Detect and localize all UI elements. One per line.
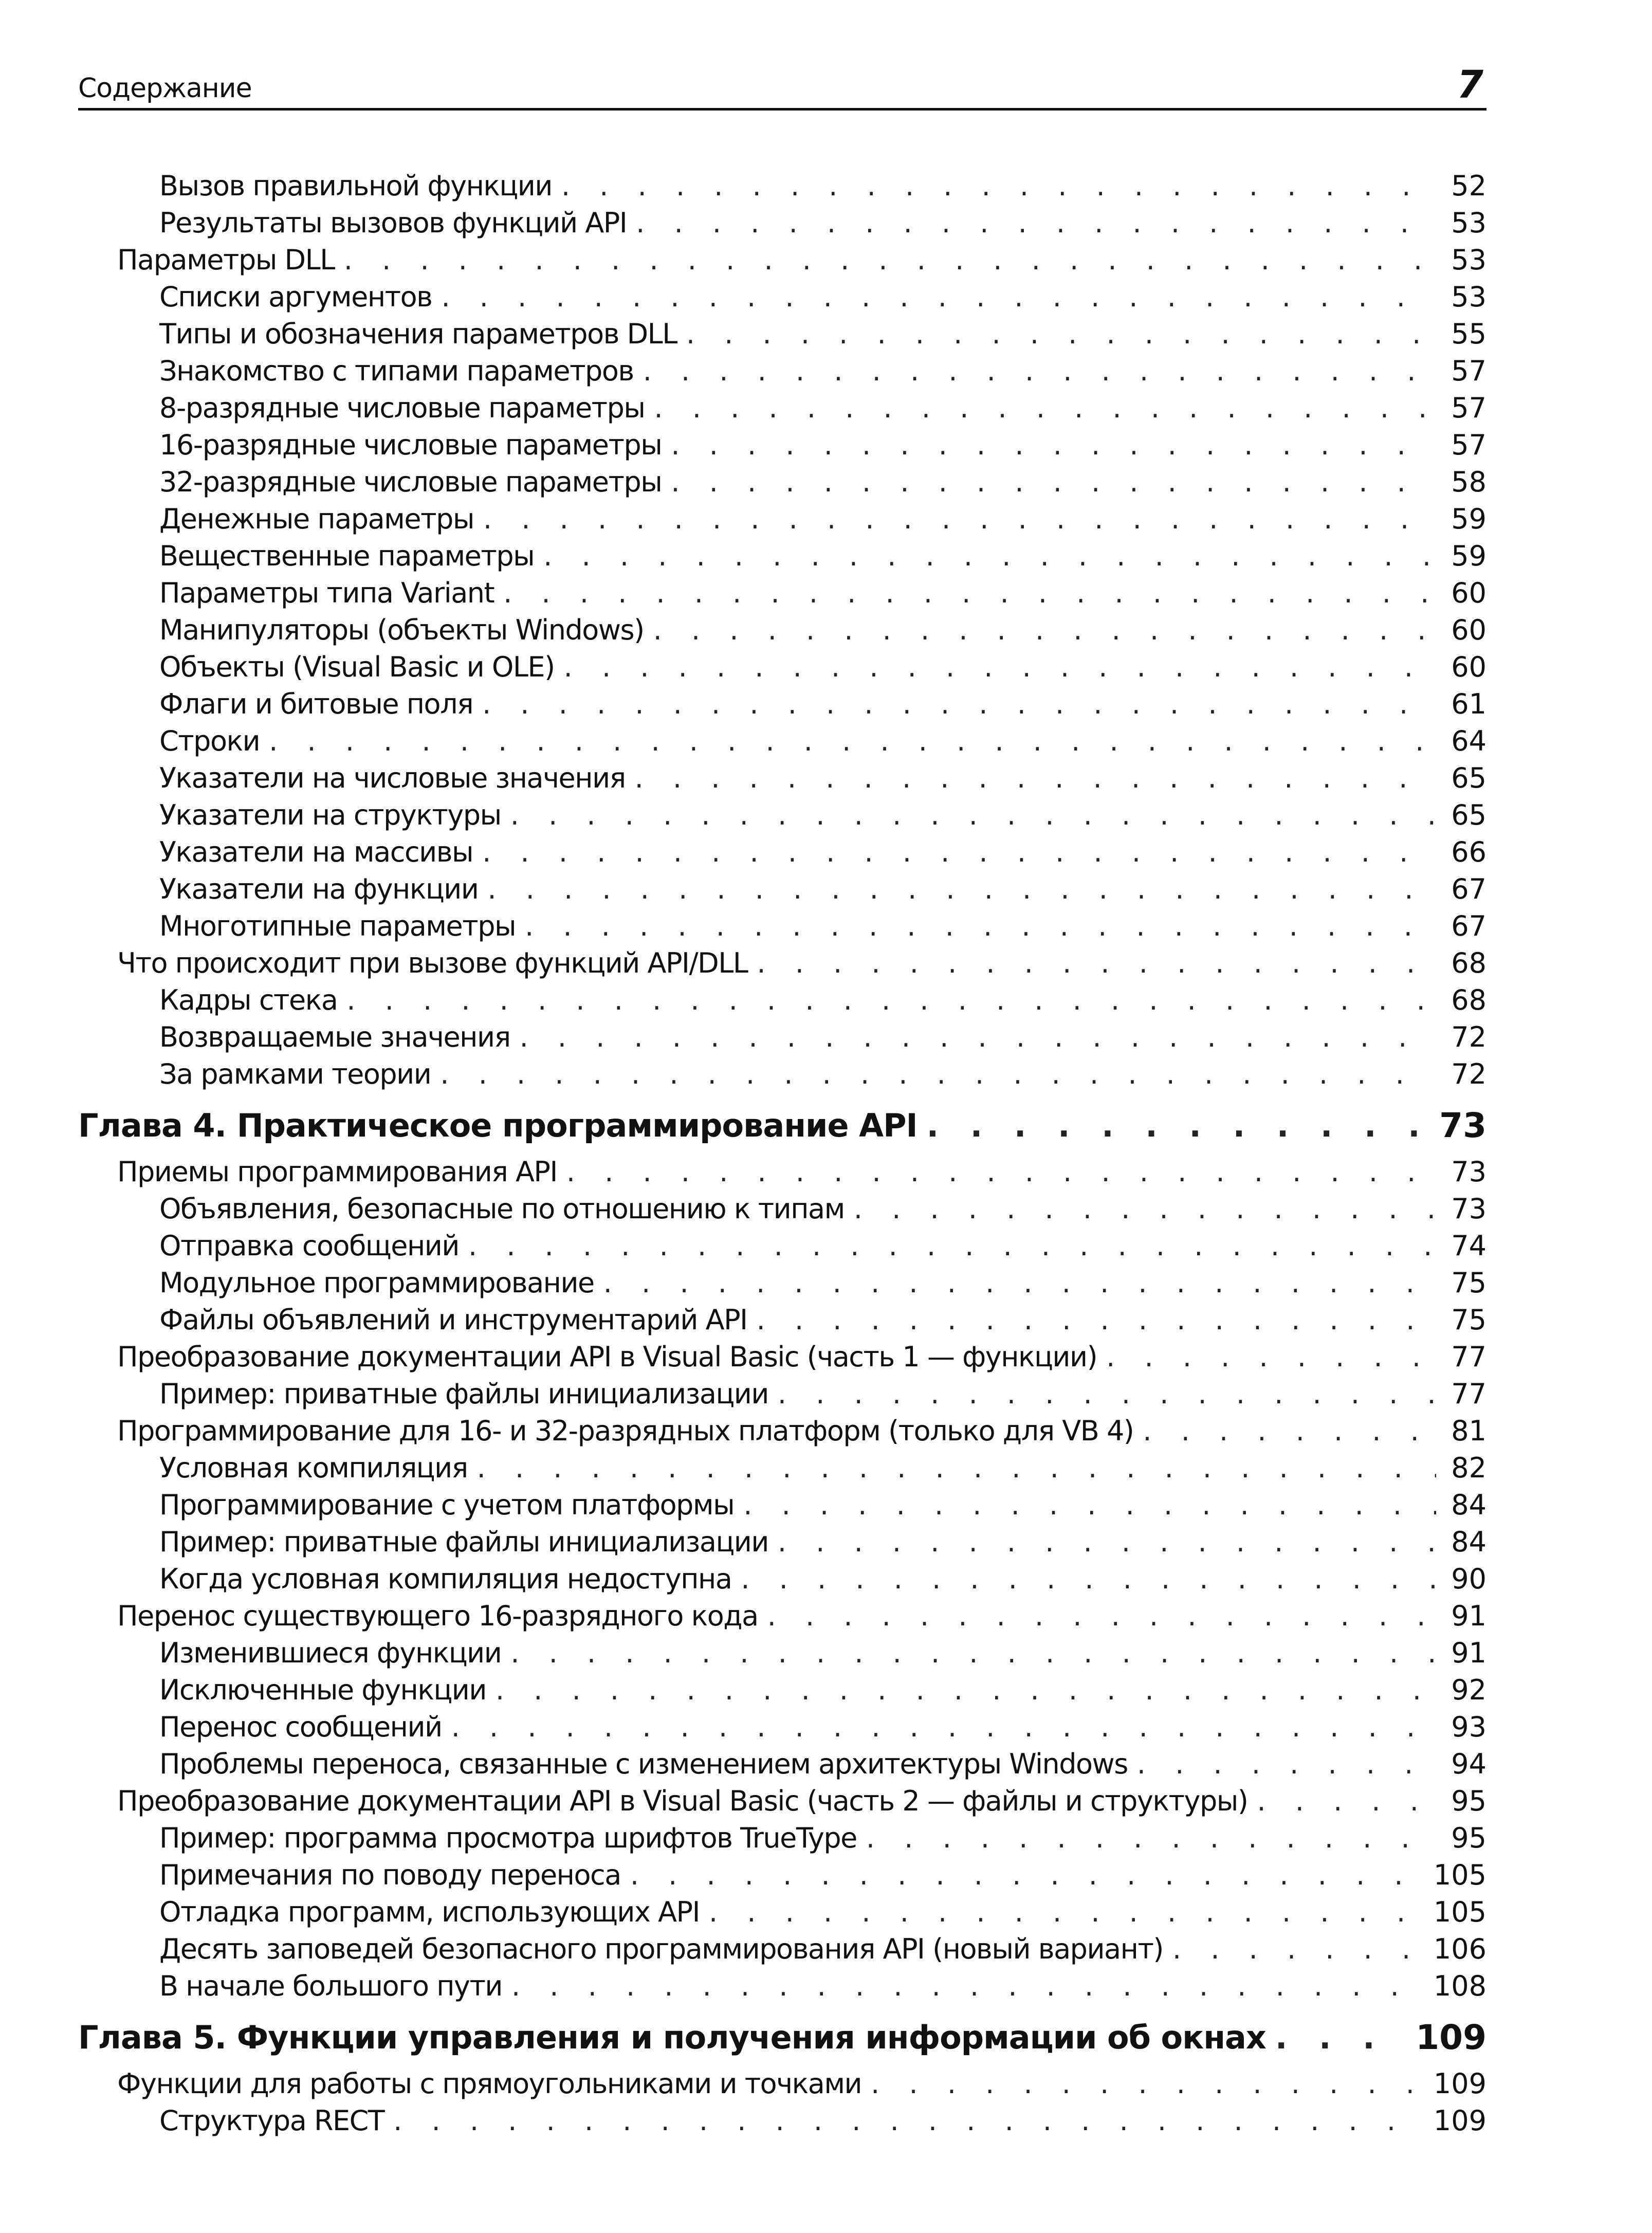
dot-leader: [468, 1230, 1436, 1262]
toc-entry-page: 60: [1451, 614, 1486, 646]
toc-entry-title: Программирование с учетом платформы: [159, 1489, 735, 1521]
toc-subsection-entry: [78, 318, 1486, 355]
dot-leader: [653, 614, 1436, 646]
toc-entry-title: Десять заповедей безопасного программирования API (новый вариант): [159, 1933, 1163, 1965]
toc-entry-page: 91: [1451, 1600, 1486, 1632]
toc-entry-title: Объекты (Visual Basic и OLE): [159, 651, 555, 683]
toc-entry-page: 91: [1451, 1637, 1486, 1669]
toc-entry-page: 74: [1451, 1230, 1486, 1262]
toc-entry-title: Отладка программ, использующих API: [159, 1896, 700, 1928]
toc-subsection-entry: [78, 725, 1486, 762]
toc-entry-page: 81: [1451, 1415, 1486, 1447]
toc-entry-title: Функции для работы с прямоугольниками и точками: [117, 2067, 862, 2100]
toc-subsection-entry: [78, 503, 1486, 540]
toc-entry-title: Денежные параметры: [159, 503, 474, 535]
toc-entry-page: 77: [1451, 1378, 1486, 1410]
toc-subsection-entry: [78, 1748, 1486, 1785]
dot-leader: [477, 1452, 1436, 1484]
toc-entry-page: 106: [1433, 1933, 1486, 1965]
toc-entry-page: 95: [1451, 1785, 1486, 1817]
toc-section-entry: [78, 1785, 1486, 1822]
dot-leader: [269, 725, 1436, 757]
toc-entry-page: 60: [1451, 651, 1486, 683]
toc-subsection-entry: [78, 1378, 1486, 1415]
dot-leader: [1143, 1415, 1436, 1447]
dot-leader: [520, 1021, 1436, 1053]
dot-leader: [1257, 1785, 1436, 1817]
toc-entry-title: Примечания по поводу переноса: [159, 1859, 621, 1891]
toc-entry-page: 60: [1451, 577, 1486, 609]
toc-entry-title: Отправка сообщений: [159, 1230, 459, 1262]
dot-leader: [654, 392, 1436, 424]
toc-entry-page: 94: [1451, 1748, 1486, 1780]
dot-leader: [564, 651, 1436, 683]
dot-leader: [643, 355, 1436, 387]
toc-entry-title: Флаги и битовые поля: [159, 688, 473, 720]
toc-entry-page: 65: [1451, 799, 1486, 831]
toc-entry-page: 52: [1451, 170, 1486, 202]
toc-subsection-entry: [78, 614, 1486, 651]
toc-subsection-entry: [78, 799, 1486, 836]
toc-entry-title: Указатели на структуры: [159, 799, 501, 831]
table-of-contents: [78, 170, 1486, 2142]
dot-leader: [778, 1378, 1436, 1410]
toc-chapter-entry: [78, 1095, 1486, 1156]
toc-chapter-entry: [78, 2007, 1486, 2067]
toc-subsection-entry: [78, 392, 1486, 429]
dot-leader: [511, 1970, 1424, 2002]
toc-entry-page: 57: [1451, 355, 1486, 387]
toc-entry-title: Пример: программа просмотра шрифтов TrueType: [159, 1822, 857, 1854]
toc-subsection-entry: [78, 1933, 1486, 1970]
toc-entry-title: Указатели на функции: [159, 873, 479, 905]
toc-entry-page: 105: [1433, 1896, 1486, 1928]
toc-entry-title: Указатели на числовые значения: [159, 762, 626, 794]
toc-entry-page: 92: [1451, 1674, 1486, 1706]
toc-subsection-entry: [78, 1637, 1486, 1674]
dot-leader: [441, 281, 1436, 313]
toc-entry-title: 32-разрядные числовые параметры: [159, 466, 662, 498]
toc-subsection-entry: [78, 651, 1486, 688]
page-number: 7: [1457, 63, 1483, 107]
toc-entry-title: Параметры типа Variant: [159, 577, 494, 609]
toc-entry-title: Манипуляторы (объекты Windows): [159, 614, 644, 646]
dot-leader: [741, 1563, 1436, 1595]
dot-leader: [767, 1600, 1436, 1632]
toc-section-entry: [78, 2067, 1486, 2104]
toc-entry-page: 72: [1451, 1058, 1486, 1090]
toc-entry-title: Результаты вызовов функций API: [159, 207, 627, 239]
toc-entry-page: 58: [1451, 466, 1486, 498]
toc-section-entry: [78, 1341, 1486, 1378]
toc-entry-title: Возвращаемые значения: [159, 1021, 510, 1053]
toc-entry-page: 84: [1451, 1526, 1486, 1558]
toc-entry-page: 59: [1451, 503, 1486, 535]
toc-entry-page: 64: [1451, 725, 1486, 757]
dot-leader: [671, 429, 1436, 461]
toc-entry-title: Исключенные функции: [159, 1674, 486, 1706]
toc-entry-title: Проблемы переноса, связанные с изменением архитектуры Windows: [159, 1748, 1128, 1780]
toc-subsection-entry: [78, 577, 1486, 614]
toc-subsection-entry: [78, 2104, 1486, 2142]
dot-leader: [866, 1822, 1436, 1854]
toc-entry-page: 73: [1451, 1193, 1486, 1225]
dot-leader: [510, 1637, 1436, 1669]
dot-leader: [561, 170, 1436, 202]
dot-leader: [709, 1896, 1424, 1928]
dot-leader: [503, 577, 1436, 609]
toc-entry-title: 8-разрядные числовые параметры: [159, 392, 645, 424]
toc-entry-title: Вещественные параметры: [159, 540, 535, 572]
toc-entry-title: Вызов правильной функции: [159, 170, 552, 202]
dot-leader: [495, 1674, 1436, 1706]
toc-subsection-entry: [78, 910, 1486, 947]
toc-entry-page: 59: [1451, 540, 1486, 572]
dot-leader: [344, 244, 1436, 276]
toc-subsection-entry: [78, 1970, 1486, 2007]
toc-entry-title: В начале большого пути: [159, 1970, 503, 2002]
dot-leader: [510, 799, 1436, 831]
toc-entry-title: Знакомство с типами параметров: [159, 355, 634, 387]
toc-entry-page: 108: [1433, 1970, 1486, 2002]
toc-entry-title: Перенос сообщений: [159, 1711, 442, 1743]
running-header-title: Содержание: [78, 73, 252, 104]
toc-subsection-entry: [78, 1859, 1486, 1896]
dot-leader: [482, 688, 1436, 720]
dot-leader: [636, 207, 1436, 239]
toc-entry-title: Глава 4. Практическое программирование API: [78, 1106, 917, 1144]
toc-entry-title: Пример: приватные файлы инициализации: [159, 1526, 768, 1558]
toc-entry-title: Типы и обозначения параметров DLL: [159, 318, 677, 350]
toc-subsection-entry: [78, 688, 1486, 725]
toc-entry-page: 65: [1451, 762, 1486, 794]
dot-leader: [487, 873, 1436, 905]
toc-entry-page: 73: [1439, 1105, 1486, 1145]
dot-leader: [757, 947, 1436, 979]
toc-entry-title: Перенос существующего 16-разрядного кода: [117, 1600, 758, 1632]
toc-section-entry: [78, 1156, 1486, 1193]
toc-subsection-entry: [78, 984, 1486, 1021]
toc-entry-title: Кадры стека: [159, 984, 338, 1016]
toc-entry-title: Преобразование документации API в Visual Basic (часть 2 — файлы и структуры): [117, 1785, 1248, 1817]
toc-entry-title: Объявления, безопасные по отношению к типам: [159, 1193, 845, 1225]
toc-entry-page: 77: [1451, 1341, 1486, 1373]
toc-entry-page: 53: [1451, 207, 1486, 239]
toc-entry-page: 109: [1433, 2067, 1486, 2100]
toc-subsection-entry: [78, 1526, 1486, 1563]
dot-leader: [927, 1107, 1430, 1144]
toc-entry-title: Параметры DLL: [117, 244, 335, 276]
toc-entry-page: 57: [1451, 392, 1486, 424]
toc-entry-title: Указатели на массивы: [159, 836, 473, 868]
toc-subsection-entry: [78, 873, 1486, 910]
toc-subsection-entry: [78, 1711, 1486, 1748]
toc-subsection-entry: [78, 1267, 1486, 1304]
toc-entry-page: 68: [1451, 984, 1486, 1016]
toc-entry-title: Пример: приватные файлы инициализации: [159, 1378, 768, 1410]
toc-entry-title: Условная компиляция: [159, 1452, 468, 1484]
toc-subsection-entry: [78, 355, 1486, 392]
toc-subsection-entry: [78, 1896, 1486, 1933]
toc-entry-title: Глава 5. Функции управления и получения информации об окнах: [78, 2018, 1266, 2056]
toc-entry-page: 75: [1451, 1304, 1486, 1336]
toc-subsection-entry: [78, 1304, 1486, 1341]
dot-leader: [757, 1304, 1436, 1336]
toc-entry-title: Модульное программирование: [159, 1267, 594, 1299]
toc-entry-page: 67: [1451, 910, 1486, 942]
toc-subsection-entry: [78, 170, 1486, 207]
toc-subsection-entry: [78, 1822, 1486, 1859]
toc-section-entry: [78, 1600, 1486, 1637]
toc-entry-page: 53: [1451, 244, 1486, 276]
dot-leader: [1275, 2019, 1406, 2056]
dot-leader: [603, 1267, 1436, 1299]
toc-entry-page: 109: [1433, 2104, 1486, 2137]
toc-entry-page: 55: [1451, 318, 1486, 350]
toc-subsection-entry: [78, 1230, 1486, 1267]
toc-subsection-entry: [78, 836, 1486, 873]
toc-subsection-entry: [78, 429, 1486, 466]
dot-leader: [686, 318, 1436, 350]
toc-subsection-entry: [78, 1058, 1486, 1095]
dot-leader: [671, 466, 1436, 498]
toc-subsection-entry: [78, 1452, 1486, 1489]
toc-subsection-entry: [78, 466, 1486, 503]
toc-entry-title: Структура RECT: [159, 2104, 384, 2137]
toc-entry-page: 61: [1451, 688, 1486, 720]
toc-section-entry: [78, 1415, 1486, 1452]
toc-entry-title: Файлы объявлений и инструментарий API: [159, 1304, 747, 1336]
dot-leader: [440, 1058, 1436, 1090]
toc-entry-page: 90: [1451, 1563, 1486, 1595]
toc-entry-page: 67: [1451, 873, 1486, 905]
toc-subsection-entry: [78, 762, 1486, 799]
running-header: [78, 62, 1486, 111]
toc-entry-page: 109: [1416, 2017, 1486, 2057]
toc-entry-title: Списки аргументов: [159, 281, 432, 313]
dot-leader: [566, 1156, 1436, 1188]
toc-entry-page: 105: [1433, 1859, 1486, 1891]
dot-leader: [778, 1526, 1436, 1558]
dot-leader: [393, 2104, 1424, 2137]
toc-entry-page: 53: [1451, 281, 1486, 313]
dot-leader: [482, 836, 1436, 868]
dot-leader: [543, 540, 1436, 572]
dot-leader: [1106, 1341, 1436, 1373]
toc-section-entry: [78, 244, 1486, 281]
toc-entry-title: Когда условная компиляция недоступна: [159, 1563, 732, 1595]
toc-subsection-entry: [78, 207, 1486, 244]
toc-entry-page: 75: [1451, 1267, 1486, 1299]
toc-entry-title: Что происходит при вызове функций API/DLL: [117, 947, 748, 979]
toc-entry-page: 57: [1451, 429, 1486, 461]
toc-subsection-entry: [78, 281, 1486, 318]
toc-entry-page: 73: [1451, 1156, 1486, 1188]
toc-subsection-entry: [78, 1674, 1486, 1711]
toc-subsection-entry: [78, 1021, 1486, 1058]
dot-leader: [1137, 1748, 1436, 1780]
toc-entry-page: 82: [1451, 1452, 1486, 1484]
toc-section-entry: [78, 947, 1486, 984]
toc-subsection-entry: [78, 1193, 1486, 1230]
toc-entry-page: 68: [1451, 947, 1486, 979]
toc-entry-page: 72: [1451, 1021, 1486, 1053]
toc-entry-title: 16-разрядные числовые параметры: [159, 429, 662, 461]
toc-entry-page: 84: [1451, 1489, 1486, 1521]
toc-entry-title: Программирование для 16- и 32-разрядных платформ (только для VB 4): [117, 1415, 1134, 1447]
toc-subsection-entry: [78, 1563, 1486, 1600]
toc-subsection-entry: [78, 540, 1486, 577]
dot-leader: [346, 984, 1436, 1016]
dot-leader: [871, 2067, 1424, 2100]
dot-leader: [483, 503, 1436, 535]
toc-entry-title: За рамками теории: [159, 1058, 431, 1090]
toc-entry-page: 66: [1451, 836, 1486, 868]
toc-subsection-entry: [78, 1489, 1486, 1526]
dot-leader: [1172, 1933, 1424, 1965]
toc-entry-title: Приемы программирования API: [117, 1156, 557, 1188]
dot-leader: [635, 762, 1436, 794]
toc-entry-title: Преобразование документации API в Visual Basic (часть 1 — функции): [117, 1341, 1097, 1373]
dot-leader: [743, 1489, 1436, 1521]
dot-leader: [451, 1711, 1436, 1743]
toc-entry-title: Строки: [159, 725, 260, 757]
toc-entry-page: 93: [1451, 1711, 1486, 1743]
dot-leader: [854, 1193, 1436, 1225]
toc-entry-title: Многотипные параметры: [159, 910, 516, 942]
toc-entry-page: 95: [1451, 1822, 1486, 1854]
toc-entry-title: Изменившиеся функции: [159, 1637, 502, 1669]
dot-leader: [630, 1859, 1424, 1891]
dot-leader: [525, 910, 1436, 942]
